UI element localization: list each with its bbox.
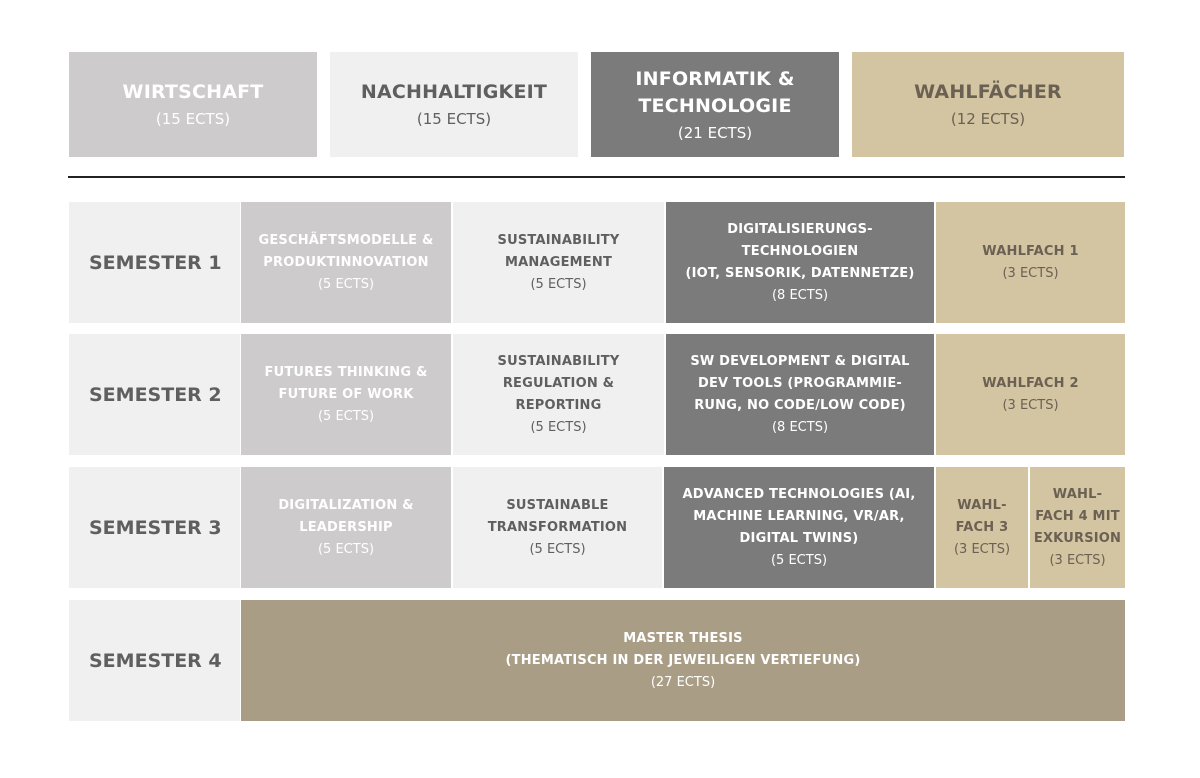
semester-label-text: SEMESTER 3 [89, 516, 222, 539]
module-wahlfach-3 [936, 467, 1028, 588]
module-ects: (8 ECTS) [771, 287, 829, 303]
semester-3-label [69, 467, 240, 588]
category-ects: (21 ECTS) [677, 123, 753, 142]
module-title-line: DEV TOOLS (PROGRAMMIE- [697, 375, 903, 391]
divider-line [68, 176, 1125, 178]
module-title-line: WAHLFACH 1 [982, 243, 1079, 259]
module-title-line: (IOT, SENSORIK, DATENNETZE) [685, 265, 915, 281]
module-wahlfach-1 [936, 202, 1125, 323]
module-ects: (27 ECTS) [650, 674, 716, 690]
category-ects: (12 ECTS) [950, 110, 1026, 128]
category-title-line: TECHNOLOGIE [638, 94, 792, 117]
module-title-line: FACH 4 MIT [1035, 508, 1120, 524]
module-sustainability-management [453, 202, 664, 323]
module-sustainable-transformation [453, 467, 662, 588]
module-title-line: SUSTAINABILITY [497, 232, 620, 248]
module-title-line: WAHLFACH 2 [982, 375, 1079, 391]
category-ects: (15 ECTS) [155, 110, 231, 128]
module-title-line: FUTURES THINKING & [264, 364, 428, 380]
module-title-line: TECHNOLOGIEN [741, 243, 859, 259]
category-title: WIRTSCHAFT [122, 81, 264, 103]
module-title-line: EXKURSION [1033, 530, 1122, 546]
module-title-line: TRANSFORMATION [487, 519, 628, 535]
module-digitalization-leadership [241, 467, 451, 588]
module-title-line: LEADERSHIP [299, 519, 393, 535]
module-title-line: REGULATION & [502, 375, 615, 391]
module-title-line: (THEMATISCH IN DER JEWEILIGEN VERTIEFUNG) [505, 652, 861, 668]
module-title-line: GESCHÄFTSMODELLE & [258, 232, 434, 248]
module-geschaeftsmodelle [241, 202, 451, 323]
category-title: NACHHALTIGKEIT [360, 81, 548, 103]
module-ects: (3 ECTS) [1002, 397, 1059, 413]
module-title-line: DIGITALISIERUNGS- [727, 221, 873, 237]
module-ects: (8 ECTS) [771, 419, 829, 435]
module-ects: (5 ECTS) [317, 408, 375, 424]
category-wahlfaecher [852, 52, 1124, 157]
module-title-line: WAHL- [1052, 486, 1103, 502]
category-wirtschaft [69, 52, 317, 157]
category-ects: (15 ECTS) [416, 110, 492, 128]
module-advanced-technologies [664, 467, 934, 588]
module-title-line: PRODUKTINNOVATION [263, 254, 429, 270]
module-digitalisierungstechnologien [666, 202, 934, 323]
semester-label-text: SEMESTER 2 [89, 383, 222, 406]
module-ects: (5 ECTS) [530, 276, 587, 292]
module-title-line: ADVANCED TECHNOLOGIES (AI, [682, 486, 916, 502]
semester-2-label [69, 334, 240, 455]
module-title-line: SUSTAINABLE [506, 497, 609, 513]
module-title-line: DIGITAL TWINS) [739, 530, 859, 546]
module-title-line: FUTURE OF WORK [278, 386, 414, 402]
module-title-line: MACHINE LEARNING, VR/AR, [693, 508, 905, 524]
module-ects: (3 ECTS) [953, 541, 1011, 557]
module-ects: (5 ECTS) [530, 419, 587, 435]
module-ects: (5 ECTS) [770, 552, 828, 568]
module-title-line: RUNG, NO CODE/LOW CODE) [694, 397, 906, 413]
module-title-line: WAHL- [957, 497, 1007, 513]
semester-label-text: SEMESTER 1 [89, 251, 222, 274]
module-futures-thinking [241, 334, 451, 455]
module-master-thesis [241, 600, 1125, 721]
semester-1-label [69, 202, 240, 323]
semester-4-label [69, 600, 240, 721]
module-title-line: SW DEVELOPMENT & DIGITAL [690, 353, 910, 369]
module-wahlfach-4 [1030, 467, 1125, 588]
category-nachhaltigkeit [330, 52, 578, 157]
module-title-line: MASTER THESIS [623, 630, 743, 646]
category-informatik-technologie [591, 52, 839, 157]
module-wahlfach-2 [936, 334, 1125, 455]
category-title-line: INFORMATIK & [635, 67, 795, 90]
category-title: WAHLFÄCHER [914, 81, 1062, 103]
module-ects: (3 ECTS) [1002, 265, 1059, 281]
module-title-line: DIGITALIZATION & [278, 497, 414, 513]
module-ects: (5 ECTS) [529, 541, 586, 557]
module-title-line: FACH 3 [955, 519, 1009, 535]
module-ects: (5 ECTS) [317, 541, 375, 557]
module-title-line: SUSTAINABILITY [497, 353, 620, 369]
semester-label-text: SEMESTER 4 [89, 649, 222, 672]
module-sustainability-regulation [453, 334, 664, 455]
module-title-line: MANAGEMENT [504, 254, 613, 270]
module-ects: (5 ECTS) [317, 276, 375, 292]
module-ects: (3 ECTS) [1049, 552, 1106, 568]
module-sw-development [666, 334, 934, 455]
module-title-line: REPORTING [515, 397, 602, 413]
